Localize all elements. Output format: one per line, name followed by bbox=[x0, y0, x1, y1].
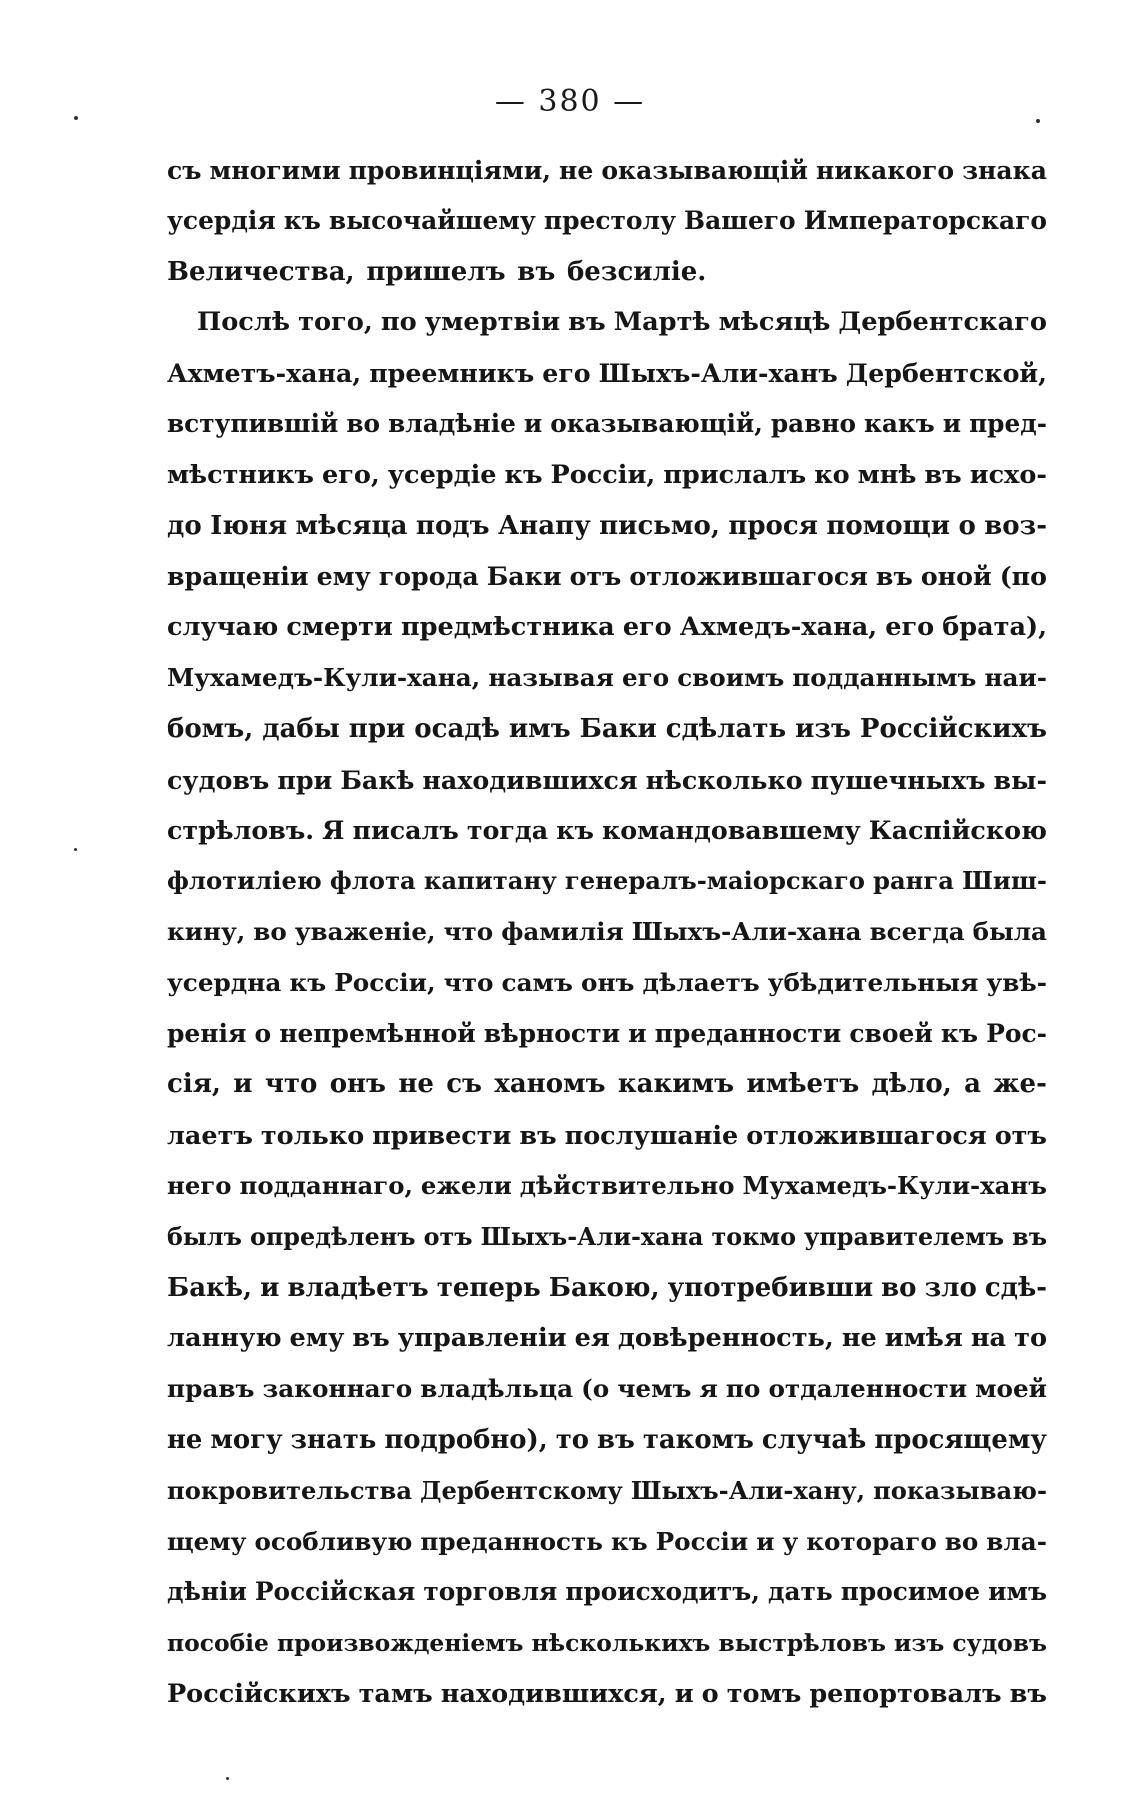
word: подданнымъ bbox=[792, 662, 977, 692]
word: дѣйствительно bbox=[519, 1170, 735, 1200]
word: ея bbox=[574, 1323, 610, 1354]
text-line bbox=[167, 1313, 1047, 1364]
word: наи- bbox=[984, 662, 1047, 692]
word: умертвіи bbox=[424, 307, 561, 338]
word: теперь bbox=[436, 1272, 541, 1303]
word: то bbox=[555, 1424, 590, 1455]
word: его bbox=[542, 358, 591, 389]
word: Мухамедъ-Кули-хана, bbox=[167, 662, 481, 692]
word: знака bbox=[962, 155, 1047, 185]
word: опредѣленъ bbox=[249, 1222, 416, 1251]
word: Баки bbox=[486, 561, 562, 592]
word: токмо bbox=[711, 1222, 797, 1251]
word: знать bbox=[290, 1424, 377, 1455]
word: (по bbox=[999, 561, 1047, 592]
word: только bbox=[260, 1120, 365, 1151]
word: ханомъ bbox=[494, 1069, 606, 1100]
word: пушечныхъ bbox=[810, 764, 986, 795]
word: Послѣ bbox=[197, 307, 290, 338]
word: письмо, bbox=[599, 510, 720, 541]
word: преемникъ bbox=[369, 358, 535, 389]
word: на bbox=[970, 1323, 1007, 1354]
text-line bbox=[167, 1212, 1047, 1263]
word: Шыхъ-Али-ханъ bbox=[598, 358, 838, 389]
word: писалъ bbox=[352, 815, 459, 846]
word: него bbox=[167, 1170, 232, 1200]
word: во bbox=[253, 916, 287, 946]
word: Величества, bbox=[167, 256, 355, 287]
word: преданности bbox=[654, 1018, 842, 1048]
word: просимое bbox=[840, 1577, 980, 1607]
text-line bbox=[167, 1009, 1047, 1060]
word: имѣетъ bbox=[746, 1069, 860, 1100]
word: употребивши bbox=[667, 1272, 874, 1303]
word: воз- bbox=[984, 510, 1047, 541]
word: Вашего bbox=[684, 205, 796, 235]
word: къ bbox=[556, 815, 594, 846]
word: прислалъ bbox=[663, 459, 807, 490]
word: въ bbox=[1009, 1678, 1047, 1709]
text-line bbox=[167, 755, 1047, 806]
word: провинціями, bbox=[348, 155, 552, 185]
word: усердія bbox=[167, 205, 276, 235]
word: вращеніи bbox=[167, 561, 309, 592]
word: во bbox=[881, 1272, 917, 1303]
text-line bbox=[167, 856, 1047, 907]
word: у bbox=[782, 1526, 799, 1556]
word: о bbox=[958, 510, 976, 541]
word: стрѣловъ. bbox=[167, 815, 315, 846]
word: ежели bbox=[420, 1170, 512, 1200]
word: въ bbox=[875, 561, 913, 592]
text-line bbox=[167, 399, 1047, 450]
word: Бакою, bbox=[548, 1272, 660, 1303]
word: щему bbox=[167, 1526, 247, 1556]
word: имѣя bbox=[884, 1323, 963, 1354]
word: ранга bbox=[873, 866, 954, 896]
text-line bbox=[167, 653, 1047, 704]
word: фамилія bbox=[501, 916, 624, 946]
word: въ bbox=[568, 307, 606, 338]
word: Россійскихъ bbox=[167, 1678, 351, 1709]
word: привести bbox=[372, 1120, 512, 1151]
word: смерти bbox=[286, 612, 393, 643]
word: капитану bbox=[423, 866, 557, 896]
text-line bbox=[167, 551, 1047, 602]
word: Каспійскою bbox=[868, 815, 1047, 846]
word: самъ bbox=[501, 967, 573, 997]
word: что bbox=[264, 1069, 318, 1100]
word: мѣсяцѣ bbox=[718, 307, 831, 338]
word: дать bbox=[767, 1577, 833, 1607]
word: въ bbox=[1012, 1222, 1047, 1251]
word: имъ bbox=[508, 713, 571, 744]
text-line bbox=[167, 602, 1047, 653]
word: ему bbox=[316, 561, 371, 592]
print-speck bbox=[74, 848, 77, 851]
word: и bbox=[628, 1018, 647, 1048]
word: Россійская bbox=[254, 1577, 416, 1607]
word: отдаленности bbox=[768, 1374, 968, 1404]
text-line bbox=[167, 704, 1047, 755]
print-speck bbox=[1036, 119, 1040, 123]
word: мѣсяца bbox=[295, 510, 408, 541]
word: того, bbox=[298, 307, 373, 338]
word: и bbox=[942, 408, 962, 438]
word: была bbox=[972, 916, 1047, 946]
word: къ bbox=[611, 1526, 648, 1556]
word: же- bbox=[993, 1069, 1047, 1100]
word: а bbox=[964, 1069, 981, 1100]
word: находившихся bbox=[422, 764, 638, 795]
word: его, bbox=[321, 459, 380, 490]
word: пришелъ bbox=[366, 256, 506, 287]
word: генералъ-маіорскаго bbox=[564, 866, 865, 896]
word: котораго bbox=[806, 1526, 937, 1556]
word: съ bbox=[446, 1069, 482, 1100]
word: флотиліею bbox=[167, 866, 322, 896]
word: что bbox=[443, 967, 494, 997]
word: судовъ bbox=[167, 764, 270, 795]
word: торговля bbox=[423, 1577, 558, 1607]
body-text bbox=[167, 145, 1047, 1720]
word: о bbox=[254, 1018, 272, 1048]
word: безсиліе. bbox=[566, 256, 707, 287]
word: кину, bbox=[167, 916, 246, 946]
word: всегда bbox=[869, 916, 965, 946]
word: случаѣ bbox=[761, 1424, 867, 1455]
word: дѣніи bbox=[167, 1577, 247, 1607]
word: Бакѣ, bbox=[167, 1272, 253, 1303]
word: въ bbox=[924, 459, 962, 490]
word: довѣренность, bbox=[617, 1323, 834, 1354]
word: исхо- bbox=[969, 459, 1047, 490]
word: (о bbox=[581, 1374, 610, 1404]
word: къ bbox=[504, 459, 543, 490]
word: показываю- bbox=[873, 1475, 1047, 1505]
word: владѣніе bbox=[388, 408, 516, 438]
word: изъ bbox=[795, 713, 851, 744]
word: сія, bbox=[167, 1069, 221, 1100]
word: въ bbox=[517, 256, 556, 287]
word: репортовалъ bbox=[809, 1678, 1002, 1709]
text-line bbox=[167, 1263, 1047, 1314]
word: не bbox=[167, 1424, 203, 1455]
word: управленіи bbox=[397, 1323, 567, 1354]
word: престолу bbox=[543, 205, 677, 235]
word: своей bbox=[849, 1018, 933, 1048]
word: дабы bbox=[262, 713, 340, 744]
word: изъ bbox=[894, 1629, 945, 1658]
word: вы- bbox=[993, 764, 1047, 795]
word: не bbox=[841, 1323, 877, 1354]
word: въ bbox=[352, 1323, 390, 1354]
text-line bbox=[167, 907, 1047, 958]
word: и bbox=[523, 408, 543, 438]
word: вступившій bbox=[167, 408, 339, 438]
word: города bbox=[378, 561, 479, 592]
word: ему bbox=[289, 1323, 345, 1354]
word: могу bbox=[210, 1424, 283, 1455]
word: онъ bbox=[581, 967, 635, 997]
word: бомъ, bbox=[167, 713, 254, 744]
word: въ bbox=[519, 1120, 557, 1151]
word: Баки bbox=[579, 713, 657, 744]
word: къ bbox=[289, 967, 327, 997]
text-line bbox=[167, 805, 1047, 856]
text-line bbox=[167, 348, 1047, 399]
word: брата), bbox=[942, 612, 1047, 643]
word: къ bbox=[283, 205, 321, 235]
word: вла- bbox=[986, 1526, 1047, 1556]
word: Мухамедъ-Кули-ханъ bbox=[742, 1170, 1047, 1200]
text-line bbox=[167, 196, 1047, 247]
word: отъ bbox=[423, 1222, 473, 1251]
word: прося bbox=[728, 510, 818, 541]
word: равно bbox=[770, 408, 856, 438]
word: оной bbox=[920, 561, 992, 592]
word: Дербентской, bbox=[845, 358, 1047, 389]
word: не bbox=[559, 155, 594, 185]
word: случаю bbox=[167, 612, 279, 643]
text-line bbox=[167, 1059, 1047, 1110]
word: во bbox=[346, 408, 381, 438]
print-speck bbox=[226, 1777, 229, 1780]
word: подъ bbox=[415, 510, 490, 541]
word: дѣло, bbox=[871, 1069, 952, 1100]
word: покровительства bbox=[167, 1475, 412, 1505]
text-line bbox=[167, 1415, 1047, 1466]
word: какимъ bbox=[617, 1069, 735, 1100]
word: называя bbox=[488, 662, 614, 692]
word: Мартѣ bbox=[613, 307, 711, 338]
word: послушаніе bbox=[564, 1120, 739, 1151]
word: его bbox=[622, 612, 672, 643]
word: моей bbox=[975, 1374, 1047, 1404]
word: законнаго bbox=[262, 1374, 413, 1404]
text-line bbox=[167, 1517, 1047, 1568]
text-line bbox=[167, 247, 1047, 298]
word: Россіи, bbox=[550, 459, 656, 490]
word: Ахмедъ-хана, bbox=[679, 612, 878, 643]
word: Я bbox=[322, 815, 345, 846]
word: Ахметъ-хана, bbox=[167, 358, 362, 389]
word: и bbox=[756, 1526, 775, 1556]
word: отложившагося bbox=[746, 1120, 987, 1151]
word: его bbox=[621, 662, 670, 692]
word: владѣльца bbox=[420, 1374, 574, 1404]
word: Дербентскому bbox=[420, 1475, 623, 1505]
text-line bbox=[167, 958, 1047, 1009]
text-line bbox=[167, 1364, 1047, 1415]
word: какъ bbox=[863, 408, 935, 438]
text-line bbox=[167, 1567, 1047, 1618]
word: мнѣ bbox=[857, 459, 917, 490]
word: особливую bbox=[254, 1526, 413, 1556]
word: тогда bbox=[466, 815, 549, 846]
text-line bbox=[167, 1161, 1047, 1212]
word: правъ bbox=[167, 1374, 255, 1404]
word: что bbox=[443, 916, 494, 946]
word: лаетъ bbox=[167, 1120, 253, 1151]
word: сдѣлать bbox=[665, 713, 787, 744]
word: Бакѣ bbox=[340, 764, 415, 795]
word: осадѣ bbox=[414, 713, 500, 744]
word: до bbox=[167, 510, 202, 541]
text-line bbox=[167, 145, 1047, 196]
word: нѣсколькихъ bbox=[531, 1629, 711, 1658]
word: убѣдительныя bbox=[767, 967, 979, 997]
word: ко bbox=[814, 459, 850, 490]
word: о bbox=[701, 1678, 719, 1709]
word: сдѣ- bbox=[984, 1272, 1047, 1303]
word: нѣсколько bbox=[645, 764, 803, 795]
word: ренія bbox=[167, 1018, 247, 1048]
word: многими bbox=[209, 155, 341, 185]
word: съ bbox=[167, 155, 202, 185]
word: уваженіе, bbox=[294, 916, 436, 946]
word: вѣрности bbox=[483, 1018, 621, 1048]
word: мѣстникъ bbox=[167, 459, 314, 490]
word: своимъ bbox=[677, 662, 785, 692]
word: отложившагося bbox=[629, 561, 868, 592]
word: непремѣнной bbox=[279, 1018, 476, 1048]
text-line bbox=[167, 501, 1047, 552]
word: помощи bbox=[826, 510, 951, 541]
word: ланную bbox=[167, 1323, 282, 1354]
word: подданнаго, bbox=[239, 1170, 413, 1200]
word: онъ bbox=[329, 1069, 387, 1100]
word: флота bbox=[329, 866, 416, 896]
word: увѣ- bbox=[986, 967, 1047, 997]
text-line bbox=[167, 1669, 1047, 1720]
word: предмѣстника bbox=[400, 612, 615, 643]
word: Шыхъ-Али-хана bbox=[631, 916, 862, 946]
word: имъ bbox=[988, 1577, 1047, 1607]
word: по bbox=[380, 307, 417, 338]
text-line bbox=[167, 1110, 1047, 1161]
page-number: — 380 — bbox=[494, 84, 646, 119]
word: то bbox=[1014, 1323, 1047, 1354]
word: оказывающій bbox=[601, 155, 808, 185]
word: отъ bbox=[994, 1120, 1047, 1151]
word: происходитъ, bbox=[565, 1577, 760, 1607]
word: выстрѣловъ bbox=[718, 1629, 886, 1658]
word: управителемъ bbox=[804, 1222, 1005, 1251]
word: Императорскаго bbox=[803, 205, 1047, 235]
word: тамъ bbox=[358, 1678, 433, 1709]
word: и bbox=[233, 1069, 253, 1100]
word: и bbox=[674, 1678, 694, 1709]
word: Россіи bbox=[655, 1526, 749, 1556]
word: просящему bbox=[874, 1424, 1047, 1455]
word: не bbox=[398, 1069, 434, 1100]
word: произвожденіемъ bbox=[277, 1629, 524, 1658]
word: по bbox=[725, 1374, 761, 1404]
word: Россіи, bbox=[334, 967, 436, 997]
word: во bbox=[944, 1526, 979, 1556]
word: въ bbox=[597, 1424, 635, 1455]
word: къ bbox=[940, 1018, 979, 1048]
word: Іюня bbox=[210, 510, 288, 541]
word: чемъ bbox=[617, 1374, 692, 1404]
text-line bbox=[167, 1618, 1047, 1669]
word: при bbox=[348, 713, 406, 744]
word: томъ bbox=[726, 1678, 802, 1709]
word: преданность bbox=[420, 1526, 603, 1556]
word: командовавшему bbox=[601, 815, 861, 846]
word: высочайшему bbox=[328, 205, 536, 235]
word: Шиш- bbox=[962, 866, 1047, 896]
word: Дербентскаго bbox=[838, 307, 1047, 338]
word: судовъ bbox=[952, 1629, 1047, 1658]
word: усердіе bbox=[387, 459, 497, 490]
word: Шыхъ-Али-хану, bbox=[630, 1475, 866, 1505]
text-line bbox=[167, 297, 1047, 348]
word: Шыхъ-Али-хана bbox=[480, 1222, 704, 1251]
word: дѣлаетъ bbox=[642, 967, 760, 997]
word: отъ bbox=[569, 561, 622, 592]
word: зло bbox=[924, 1272, 977, 1303]
word: пособіе bbox=[167, 1629, 269, 1658]
word: находившихся, bbox=[440, 1678, 667, 1709]
word: я bbox=[699, 1374, 718, 1404]
word: Рос- bbox=[986, 1018, 1047, 1048]
word: и bbox=[260, 1272, 280, 1303]
word: пред- bbox=[969, 408, 1047, 438]
word: владѣетъ bbox=[287, 1272, 429, 1303]
word: такомъ bbox=[642, 1424, 754, 1455]
word: усердна bbox=[167, 967, 282, 997]
word: Россійскихъ bbox=[859, 713, 1047, 744]
word: былъ bbox=[167, 1222, 242, 1251]
word: его bbox=[885, 612, 935, 643]
word: никакого bbox=[815, 155, 955, 185]
word: Анапу bbox=[497, 510, 591, 541]
text-line bbox=[167, 1466, 1047, 1517]
word: подробно), bbox=[384, 1424, 548, 1455]
print-speck bbox=[74, 116, 78, 120]
word: при bbox=[277, 764, 333, 795]
word: оказывающій, bbox=[550, 408, 763, 438]
text-line bbox=[167, 450, 1047, 501]
